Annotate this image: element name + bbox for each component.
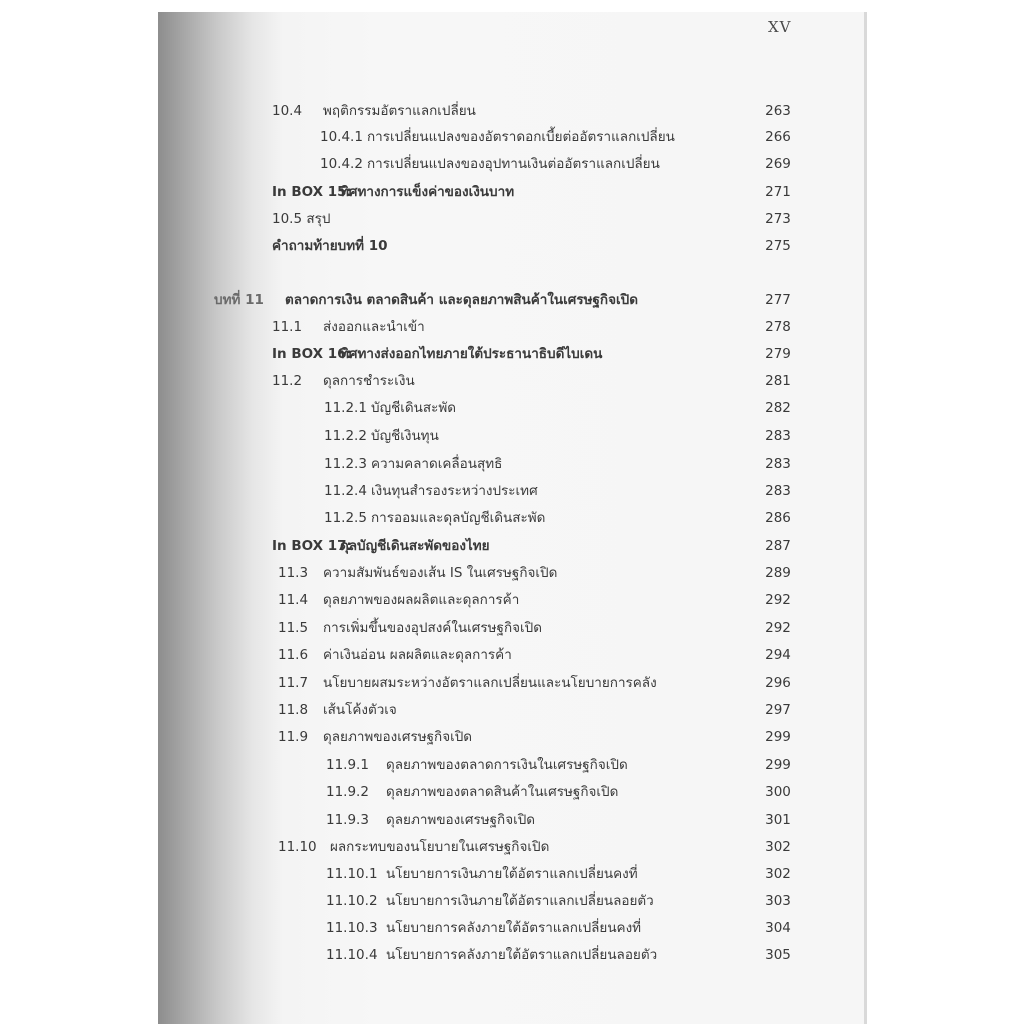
toc-entry (158, 424, 864, 448)
toc-entry (158, 396, 864, 420)
toc-entry-title: ทิศทางการแข็งค่าของเงินบาท (340, 184, 515, 200)
page-edge (864, 12, 867, 1024)
toc-box-entry (158, 342, 864, 366)
toc-entry (158, 780, 864, 804)
toc-entry-page: 303 (765, 893, 791, 909)
toc-entry-number: 11.10 (278, 839, 317, 855)
toc-entry-page: 266 (765, 129, 791, 145)
toc-entry-page: 278 (765, 319, 791, 335)
toc-entry-title: การเปลี่ยนแปลงของอุปทานเงินต่ออัตราแลกเปลี่ยน (367, 156, 660, 172)
toc-entry-page: 283 (765, 428, 791, 444)
toc-entry-title: การเปลี่ยนแปลงของอัตราดอกเบี้ยต่ออัตราแลกเปลี่ยน (367, 129, 675, 145)
toc-entry-number: 11.2 (272, 373, 303, 389)
toc-entry-page: 302 (765, 866, 791, 882)
toc-entry (158, 943, 864, 967)
toc-entry-page: 277 (765, 292, 791, 308)
toc-entry-title: นโยบายการคลังภายใต้อัตราแลกเปลี่ยนลอยตัว (386, 947, 658, 963)
toc-entry-title: ดุลยภาพของเศรษฐกิจเปิด (323, 729, 473, 745)
toc-entry-title: ผลกระทบของนโยบายในเศรษฐกิจเปิด (330, 839, 550, 855)
toc-entry-page: 304 (765, 920, 791, 936)
toc-entry-title: ความคลาดเคลื่อนสุทธิ (371, 456, 503, 472)
toc-entry-number: 11.10.2 (326, 893, 378, 909)
toc-entry (158, 835, 864, 859)
toc-entry-number: In BOX 15: (272, 184, 352, 200)
toc-entry-title: นโยบายผสมระหว่างอัตราแลกเปลี่ยนและนโยบายการคลัง (323, 675, 657, 691)
toc-entry-title: ดุลยภาพของเศรษฐกิจเปิด (386, 812, 536, 828)
toc-entry-title: ดุลยภาพของผลผลิตและดุลการค้า (323, 592, 520, 608)
toc-entry-number: In BOX 16: (272, 346, 352, 362)
toc-entry-number: 11.2.2 (324, 428, 367, 444)
toc-entry (158, 315, 864, 339)
toc-entry (158, 725, 864, 749)
toc-entry-number: 11.2.5 (324, 510, 367, 526)
toc-entry-title: การออมและดุลบัญชีเดินสะพัด (371, 510, 546, 526)
toc-chapter-title: ตลาดการเงิน ตลาดสินค้า และดุลยภาพสินค้าในเศรษฐกิจเปิด (285, 292, 638, 308)
toc-entry-title: ดุลยภาพของตลาดสินค้าในเศรษฐกิจเปิด (386, 784, 619, 800)
toc-entry-number: In BOX 17: (272, 538, 352, 554)
toc-entry-page: 281 (765, 373, 791, 389)
book-page (158, 12, 864, 1024)
toc-entry-number: 11.2.3 (324, 456, 367, 472)
toc-entry-number: 10.4.1 (320, 129, 363, 145)
toc-entry-title: การเพิ่มขึ้นของอุปสงค์ในเศรษฐกิจเปิด (323, 620, 542, 636)
toc-entry-number: 10.4 (272, 103, 303, 119)
toc-entry-title: บัญชีเงินทุน (371, 428, 439, 444)
toc-entry-page: 296 (765, 675, 791, 691)
toc-entry (158, 808, 864, 832)
toc-entry-page: 299 (765, 757, 791, 773)
toc-entry (158, 99, 864, 123)
toc-entry (158, 479, 864, 503)
toc-entry-page: 289 (765, 565, 791, 581)
toc-entry (158, 369, 864, 393)
toc-entry-title: ค่าเงินอ่อน ผลผลิตและดุลการค้า (323, 647, 512, 663)
toc-entry-number: 10.4.2 (320, 156, 363, 172)
toc-entry-title: คำถามท้ายบทที่ 10 (272, 238, 388, 254)
toc-entry-title: นโยบายการเงินภายใต้อัตราแลกเปลี่ยนลอยตัว (386, 893, 654, 909)
toc-entry-title: 10.5 สรุป (272, 211, 331, 227)
page-number: XV (768, 18, 792, 36)
toc-entry-page: 286 (765, 510, 791, 526)
toc-entry-page: 287 (765, 538, 791, 554)
toc-entry-page: 294 (765, 647, 791, 663)
table-of-contents (158, 12, 864, 1024)
toc-entry (158, 889, 864, 913)
toc-entry-title: เส้นโค้งตัวเจ (323, 702, 397, 718)
toc-entry-title: บัญชีเดินสะพัด (371, 400, 457, 416)
toc-entry (158, 588, 864, 612)
toc-entry-page: 269 (765, 156, 791, 172)
toc-entry-page: 305 (765, 947, 791, 963)
toc-chapter-number: บทที่ 11 (214, 292, 264, 308)
toc-entry-number: 11.9.1 (326, 757, 369, 773)
toc-entry-page: 299 (765, 729, 791, 745)
toc-entry-page: 297 (765, 702, 791, 718)
toc-entry (158, 643, 864, 667)
toc-entry (158, 506, 864, 530)
toc-entry (158, 452, 864, 476)
toc-entry-number: 11.10.1 (326, 866, 378, 882)
toc-entry-number: 11.10.3 (326, 920, 378, 936)
toc-entry-page: 302 (765, 839, 791, 855)
toc-entry-page: 283 (765, 456, 791, 472)
toc-entry-title: ดุลการชำระเงิน (323, 373, 415, 389)
toc-entry (158, 698, 864, 722)
toc-chapter-entry (158, 288, 864, 312)
toc-entry-number: 11.9.2 (326, 784, 369, 800)
toc-entry-title: ความสัมพันธ์ของเส้น IS ในเศรษฐกิจเปิด (323, 565, 558, 581)
toc-entry (158, 207, 864, 231)
toc-entry (158, 753, 864, 777)
toc-box-entry (158, 534, 864, 558)
toc-entry (158, 916, 864, 940)
toc-entry-page: 292 (765, 592, 791, 608)
toc-entry (158, 671, 864, 695)
toc-entry-page: 273 (765, 211, 791, 227)
toc-entry-page: 301 (765, 812, 791, 828)
toc-entry-number: 11.9 (278, 729, 309, 745)
toc-entry (158, 616, 864, 640)
toc-entry-page: 279 (765, 346, 791, 362)
toc-entry (158, 125, 864, 149)
toc-entry-page: 282 (765, 400, 791, 416)
toc-entry-number: 11.7 (278, 675, 309, 691)
toc-entry-title: ดุลบัญชีเดินสะพัดของไทย (340, 538, 490, 554)
toc-entry-number: 11.10.4 (326, 947, 378, 963)
toc-entry-title: ทิศทางส่งออกไทยภายใต้ประธานาธิบดีไบเดน (340, 346, 603, 362)
toc-entry-number: 11.1 (272, 319, 303, 335)
toc-entry-page: 300 (765, 784, 791, 800)
toc-entry-title: ดุลยภาพของตลาดการเงินในเศรษฐกิจเปิด (386, 757, 628, 773)
toc-entry-title: ส่งออกและนำเข้า (323, 319, 425, 335)
toc-entry-number: 11.3 (278, 565, 309, 581)
toc-entry-title: เงินทุนสำรองระหว่างประเทศ (371, 483, 538, 499)
toc-entry-page: 275 (765, 238, 791, 254)
toc-entry-page: 292 (765, 620, 791, 636)
toc-entry-number: 11.5 (278, 620, 309, 636)
toc-entry (158, 561, 864, 585)
toc-entry-number: 11.9.3 (326, 812, 369, 828)
toc-entry-number: 11.6 (278, 647, 309, 663)
toc-entry-title: นโยบายการเงินภายใต้อัตราแลกเปลี่ยนคงที่ (386, 866, 638, 882)
toc-entry-number: 11.2.4 (324, 483, 367, 499)
toc-entry-page: 283 (765, 483, 791, 499)
toc-entry (158, 152, 864, 176)
toc-entry-number: 11.8 (278, 702, 309, 718)
toc-entry-number: 11.2.1 (324, 400, 367, 416)
toc-entry-number: 11.4 (278, 592, 309, 608)
toc-entry (158, 234, 864, 258)
toc-entry (158, 862, 864, 886)
toc-box-entry (158, 180, 864, 204)
toc-entry-page: 263 (765, 103, 791, 119)
toc-entry-title: พฤติกรรมอัตราแลกเปลี่ยน (323, 103, 476, 119)
toc-entry-page: 271 (765, 184, 791, 200)
toc-entry-title: นโยบายการคลังภายใต้อัตราแลกเปลี่ยนคงที่ (386, 920, 642, 936)
